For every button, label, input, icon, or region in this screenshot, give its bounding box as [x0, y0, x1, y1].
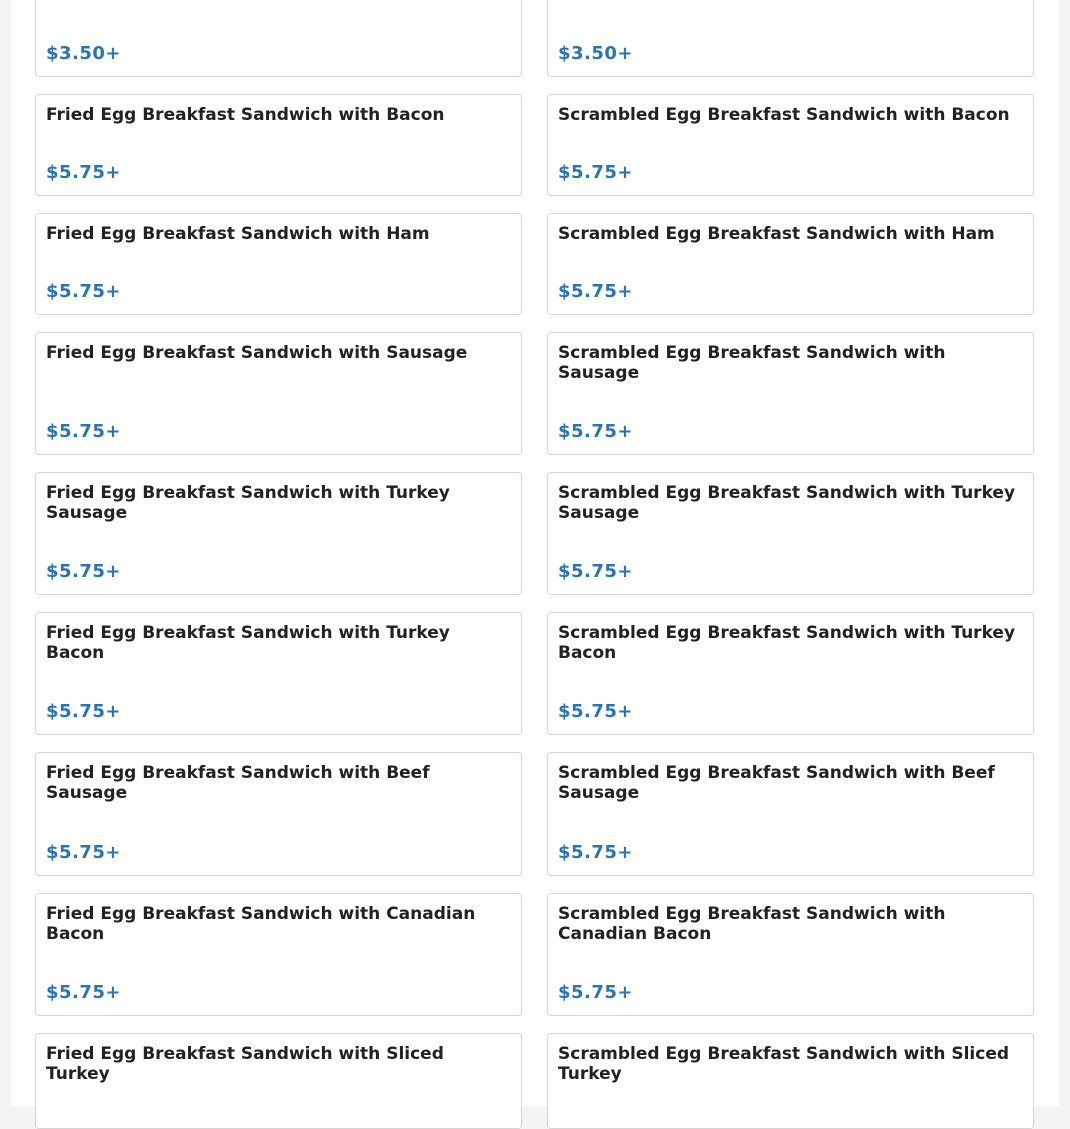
menu-item-card[interactable] [547, 612, 1034, 735]
menu-item-name: Scrambled Egg Breakfast Sandwich with Sliced Turkey [558, 1044, 1010, 1084]
menu-item-name: Scrambled Egg Breakfast Sandwich with Ham [558, 224, 995, 244]
menu-item-grid [35, 0, 1034, 1129]
menu-item-card[interactable] [547, 893, 1034, 1016]
menu-item-name: Fried Egg Breakfast Sandwich with Sausage [46, 343, 468, 363]
menu-item-price: $3.50+ [558, 43, 634, 64]
menu-item-name: Fried Egg Breakfast Sandwich with Sliced Turkey [46, 1044, 444, 1084]
menu-item-card[interactable] [35, 213, 522, 315]
menu-item-card[interactable] [547, 1033, 1034, 1129]
menu-item-price: $5.75+ [558, 701, 634, 722]
menu-item-card[interactable] [547, 752, 1034, 876]
menu-item-card[interactable] [35, 752, 522, 876]
menu-item-price: $5.75+ [558, 842, 634, 863]
menu-item-name: Scrambled Egg Breakfast Sandwich with Bacon [558, 105, 1010, 125]
menu-item-name: Fried Egg Breakfast Sandwich with Beef Sausage [46, 763, 430, 803]
menu-item-card[interactable] [547, 213, 1034, 315]
menu-item-price: $5.75+ [558, 982, 634, 1003]
menu-item-name: Scrambled Egg Breakfast Sandwich with Canadian Bacon [558, 904, 946, 944]
menu-item-name: Scrambled Egg Breakfast Sandwich with Turkey Sausage [558, 483, 1016, 523]
menu-item-name: Scrambled Egg Breakfast Sandwich with Beef Sausage [558, 763, 995, 803]
menu-item-card[interactable] [547, 472, 1034, 595]
menu-item-price: $5.75+ [46, 162, 122, 183]
menu-item-name: Fried Egg Breakfast Sandwich with Bacon [46, 105, 445, 125]
menu-item-card[interactable] [35, 612, 522, 735]
menu-item-price: $5.75+ [46, 982, 122, 1003]
menu-item-name: Scrambled Egg Breakfast Sandwich with Turkey Bacon [558, 623, 1016, 663]
menu-item-card[interactable] [35, 893, 522, 1016]
menu-item-name: Fried Egg Breakfast Sandwich with Canadian Bacon [46, 904, 476, 944]
menu-item-name: Fried Egg Breakfast Sandwich with Turkey Sausage [46, 483, 450, 523]
menu-item-price: $5.75+ [46, 421, 122, 442]
menu-item-name: Fried Egg Breakfast Sandwich with Turkey Bacon [46, 623, 450, 663]
menu-item-price: $5.75+ [558, 281, 634, 302]
menu-item-name: Scrambled Egg Breakfast Sandwich with Sausage [558, 343, 946, 383]
menu-item-price: $5.75+ [46, 561, 122, 582]
menu-item-price: $5.75+ [558, 421, 634, 442]
menu-item-price: $5.75+ [46, 701, 122, 722]
menu-item-card[interactable] [35, 1033, 522, 1129]
menu-item-price: $5.75+ [46, 842, 122, 863]
menu-item-card[interactable] [35, 472, 522, 595]
menu-item-price: $3.50+ [46, 43, 122, 64]
menu-item-card[interactable] [547, 0, 1034, 77]
menu-item-price: $5.75+ [558, 561, 634, 582]
menu-item-price: $5.75+ [558, 162, 634, 183]
menu-item-card[interactable] [35, 0, 522, 77]
menu-item-card[interactable] [547, 94, 1034, 196]
menu-item-card[interactable] [35, 332, 522, 455]
menu-item-name: Fried Egg Breakfast Sandwich with Ham [46, 224, 430, 244]
menu-item-price: $5.75+ [46, 281, 122, 302]
menu-item-card[interactable] [547, 332, 1034, 455]
menu-item-card[interactable] [35, 94, 522, 196]
